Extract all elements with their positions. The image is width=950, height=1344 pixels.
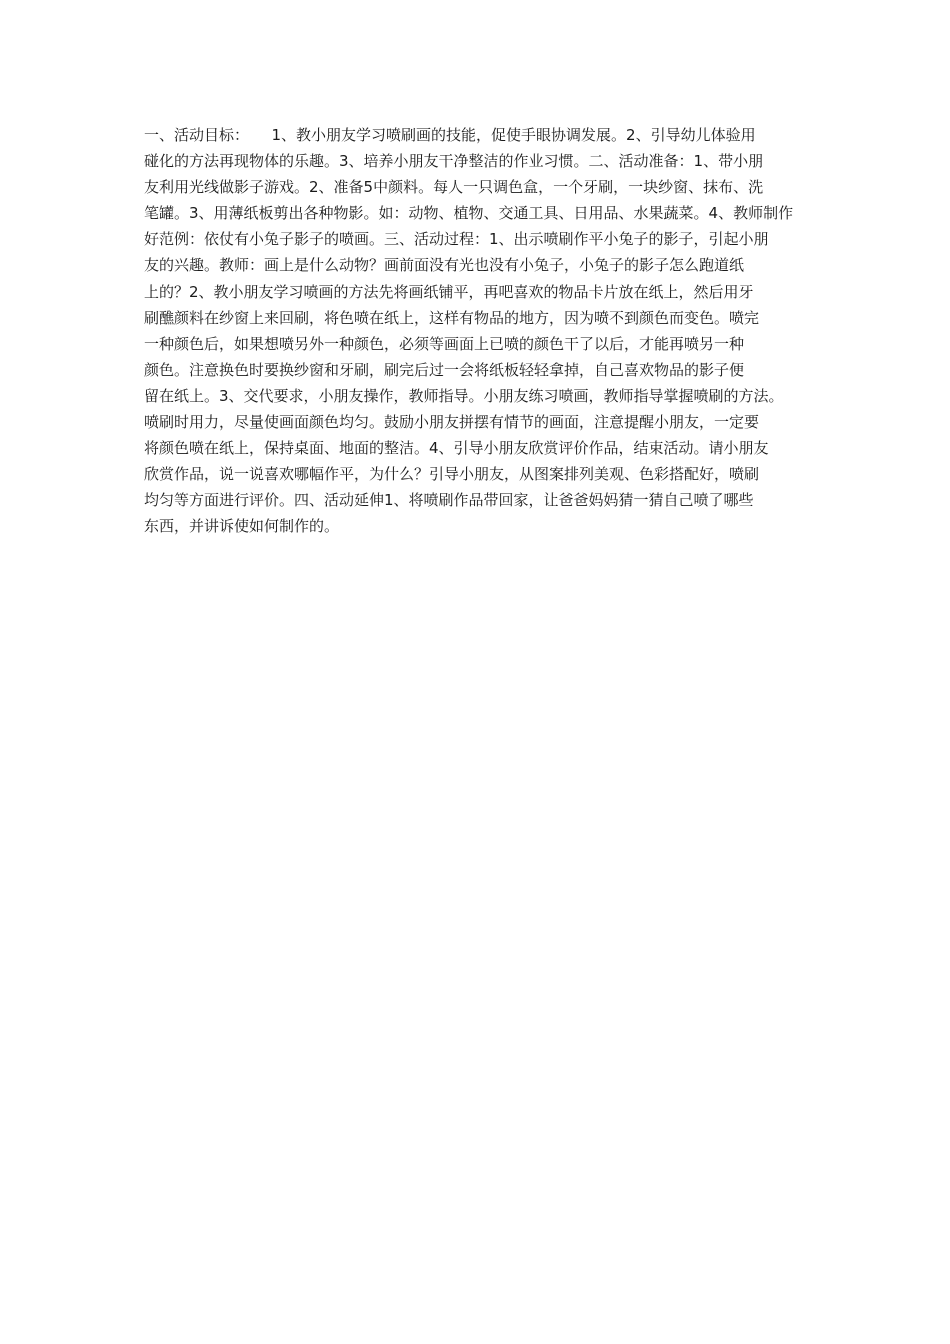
text-line: 一种颜色后，如果想喷另外一种颜色，必须等画面上已喷的颜色干了以后，才能再喷另一种 (144, 334, 745, 353)
text-line: 欣赏作品，说一说喜欢哪幅作平，为什么？引导小朋友，从图案排列美观、色彩搭配好，喷刷 (144, 465, 760, 484)
body-paragraph (144, 122, 820, 540)
text-line: 颜色。注意换色时要换纱窗和牙刷，刷完后过一会将纸板轻轻拿掉，自己喜欢物品的影子便 (144, 360, 745, 379)
text-line: 友利用光线做影子游戏。2、准备5中颜料。每人一只调色盒，一个牙刷，一块纱窗、抹布、洗 (144, 178, 764, 197)
text-line: 碰化的方法再现物体的乐趣。3、培养小朋友干净整洁的作业习惯。二、活动准备：1、带小朋 (144, 152, 764, 171)
text-line: 笔罐。3、用薄纸板剪出各种物影。如：动物、植物、交通工具、日用品、水果蔬菜。4、教师制作 (144, 204, 794, 223)
text-line: 刷醮颜料在纱窗上来回刷，将色喷在纸上，这样有物品的地方，因为喷不到颜色而变色。喷完 (144, 308, 760, 327)
text-line: 均匀等方面进行评价。四、活动延伸1、将喷刷作品带回家，让爸爸妈妈猜一猜自己喷了哪些 (144, 491, 754, 510)
text-line: 上的？2、教小朋友学习喷画的方法先将画纸铺平，再吧喜欢的物品卡片放在纸上，然后用牙 (144, 282, 754, 301)
text-line: 东西，并讲诉使如何制作的。 (144, 517, 340, 536)
text-line: 喷刷时用力，尽量使画面颜色均匀。鼓励小朋友拼摆有情节的画面，注意提醒小朋友，一定要 (144, 413, 760, 432)
text-line: 友的兴趣。教师：画上是什么动物？画前面没有光也没有小兔子，小兔子的影子怎么跑道纸 (144, 256, 745, 275)
text-line: 留在纸上。3、交代要求，小朋友操作，教师指导。小朋友练习喷画，教师指导掌握喷刷的方法。 (144, 386, 784, 405)
text-line: 好范例：依仗有小兔子影子的喷画。三、活动过程：1、出示喷刷作平小兔子的影子，引起小朋 (144, 230, 769, 249)
text-line: 将颜色喷在纸上，保持桌面、地面的整洁。4、引导小朋友欣赏评价作品，结束活动。请小朋友 (144, 439, 769, 458)
text-line: 一、活动目标： 1、教小朋友学习喷刷画的技能，促使手眼协调发展。2、引导幼儿体验用 (144, 126, 756, 144)
